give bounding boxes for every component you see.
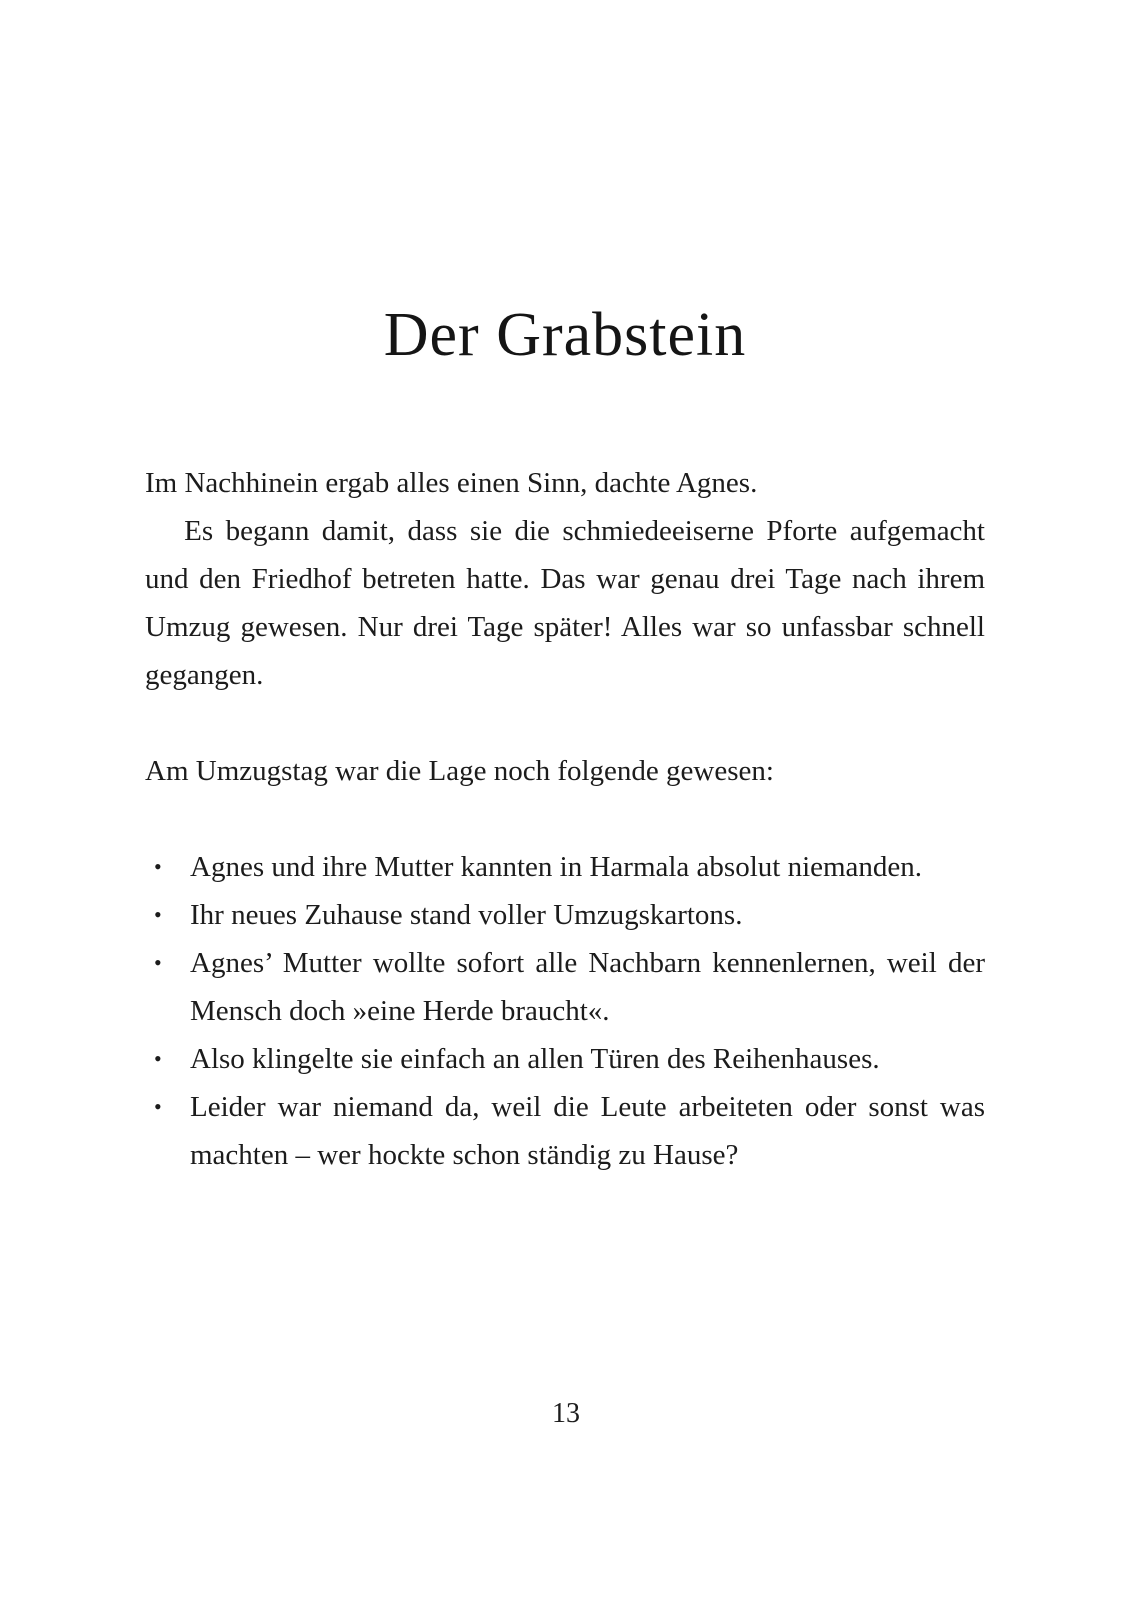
bullet-list — [145, 843, 985, 1179]
page-number: 13 — [552, 1398, 580, 1429]
list-item — [145, 891, 985, 939]
list-item — [145, 843, 985, 891]
list-item — [145, 939, 985, 1035]
list-item-text: Agnes’ Mutter wollte sofort alle Nachbarn kennenlernen, weil der Mensch doch »eine Herde braucht«. — [190, 947, 985, 1028]
list-item-text: Ihr neues Zuhause stand voller Umzugskartons. — [190, 899, 743, 932]
bullet-icon: • — [154, 902, 162, 928]
chapter-title: Der Grabstein — [383, 301, 747, 369]
list-item — [145, 1035, 985, 1083]
list-item-text: Agnes und ihre Mutter kannten in Harmala absolut niemanden. — [190, 851, 923, 884]
bullet-icon: • — [154, 1094, 162, 1120]
list-item-text: Also klingelte sie einfach an allen Türen des Reihenhauses. — [190, 1043, 880, 1076]
paragraph-situation: Am Umzugstag war die Lage noch folgende gewesen: — [145, 755, 774, 788]
bullet-icon: • — [154, 950, 162, 976]
list-item — [145, 1083, 985, 1179]
paragraph-story: Es begann damit, dass sie die schmiedeeiserne Pforte aufgemacht und den Friedhof betreten hatte. Das war genau drei Tage nach ihrem Umzug gewesen. Nur drei Tage später! Alles war so unfassbar schnell gegangen. — [145, 515, 985, 692]
bullet-icon: • — [154, 854, 162, 880]
list-item-text: Leider war niemand da, weil die Leute arbeiteten oder sonst was machten – wer hockte schon ständig zu Hause? — [190, 1091, 985, 1172]
body-text — [145, 459, 985, 1179]
paragraph-intro: Im Nachhinein ergab alles einen Sinn, dachte Agnes. — [145, 467, 758, 500]
bullet-icon: • — [154, 1046, 162, 1072]
